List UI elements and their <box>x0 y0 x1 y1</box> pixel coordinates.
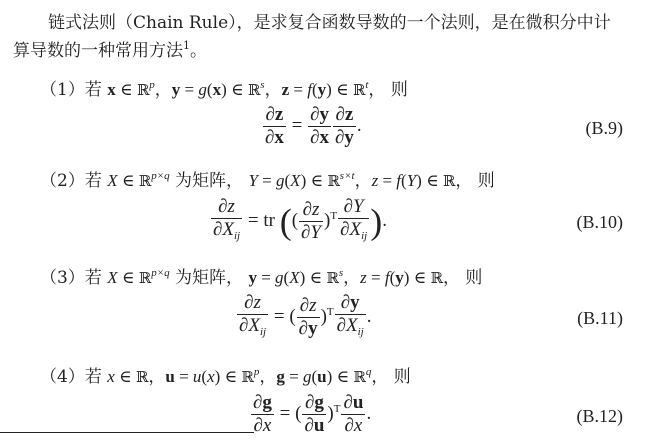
equation-b12: $\frac{\partial g}{\partial x}$ = ( $\frac{\partial g}{\partial u}$ )$^T$ $\frac{\partial u}{\partial x}$ . <box>253 392 372 436</box>
case-2-statement: （2）若 X ∈ ℝ$^{p\times q}$ 为矩阵， Y = g(X) ∈ ℝ$^{s\times t}$，z = f(Y) ∈ ℝ， 则 <box>40 170 495 191</box>
intro-text-2-end: 。 <box>190 41 207 61</box>
then-word: 则 <box>465 268 483 288</box>
case-3-label: （3）若 <box>40 268 102 288</box>
then-word: 则 <box>390 80 408 100</box>
case-1-statement: （1）若 x ∈ ℝ$^p$，y = g(x) ∈ ℝ$^s$，z = f(y) ∈ ℝ$^t$， 则 <box>40 79 408 100</box>
eqnum-b10: (B.10) <box>576 212 623 232</box>
case-2-matrix-text: 为矩阵， <box>175 171 244 191</box>
intro-line-1 <box>48 8 611 33</box>
intro-line-2 <box>13 36 207 61</box>
case-3-statement: （3）若 X ∈ ℝ$^{p\times q}$ 为矩阵， y = g(X) ∈ ℝ$^s$，z = f(y) ∈ ℝ， 则 <box>40 267 483 288</box>
equation-b11: $\frac{\partial z}{\partial X_{ij}}$ = ( $\frac{\partial z}{\partial y}$ )$^T$ $\frac{\partial y}{\partial X_{ij}}$ . <box>239 292 372 339</box>
case-4-label: （4）若 <box>40 367 102 387</box>
then-word: 则 <box>477 171 495 191</box>
eqnum-b9: (B.9) <box>585 118 623 138</box>
equation-b9: $\frac{\partial z}{\partial x}$ = $\frac{\partial y}{\partial x}$ $\frac{\partial z}{\partial y}$ . <box>265 104 362 148</box>
eqnum-b11: (B.11) <box>577 308 623 328</box>
case-1-label: （1）若 <box>40 80 102 100</box>
intro-text-2: 算导数的一种常用方法 <box>13 41 183 61</box>
equation-b10: $\frac{\partial z}{\partial X_{ij}}$ = tr (( $\frac{\partial z}{\partial Y}$ )$^T$ $\frac{\partial Y}{\partial X_{ij}}$ ). <box>213 196 387 243</box>
case-2-label: （2）若 <box>40 171 102 191</box>
intro-text-1: 链式法则（Chain Rule），是求复合函数导数的一个法则，是在微积分中计 <box>48 13 611 33</box>
eqnum-b12: (B.12) <box>576 406 623 426</box>
footnote-mark: 1 <box>183 39 190 52</box>
then-word: 则 <box>393 367 411 387</box>
case-3-matrix-text: 为矩阵， <box>175 268 244 288</box>
case-4-statement: （4）若 x ∈ ℝ，u = u(x) ∈ ℝ$^p$，g = g(u) ∈ ℝ$^q$， 则 <box>40 366 411 387</box>
footnote-rule <box>0 432 254 433</box>
